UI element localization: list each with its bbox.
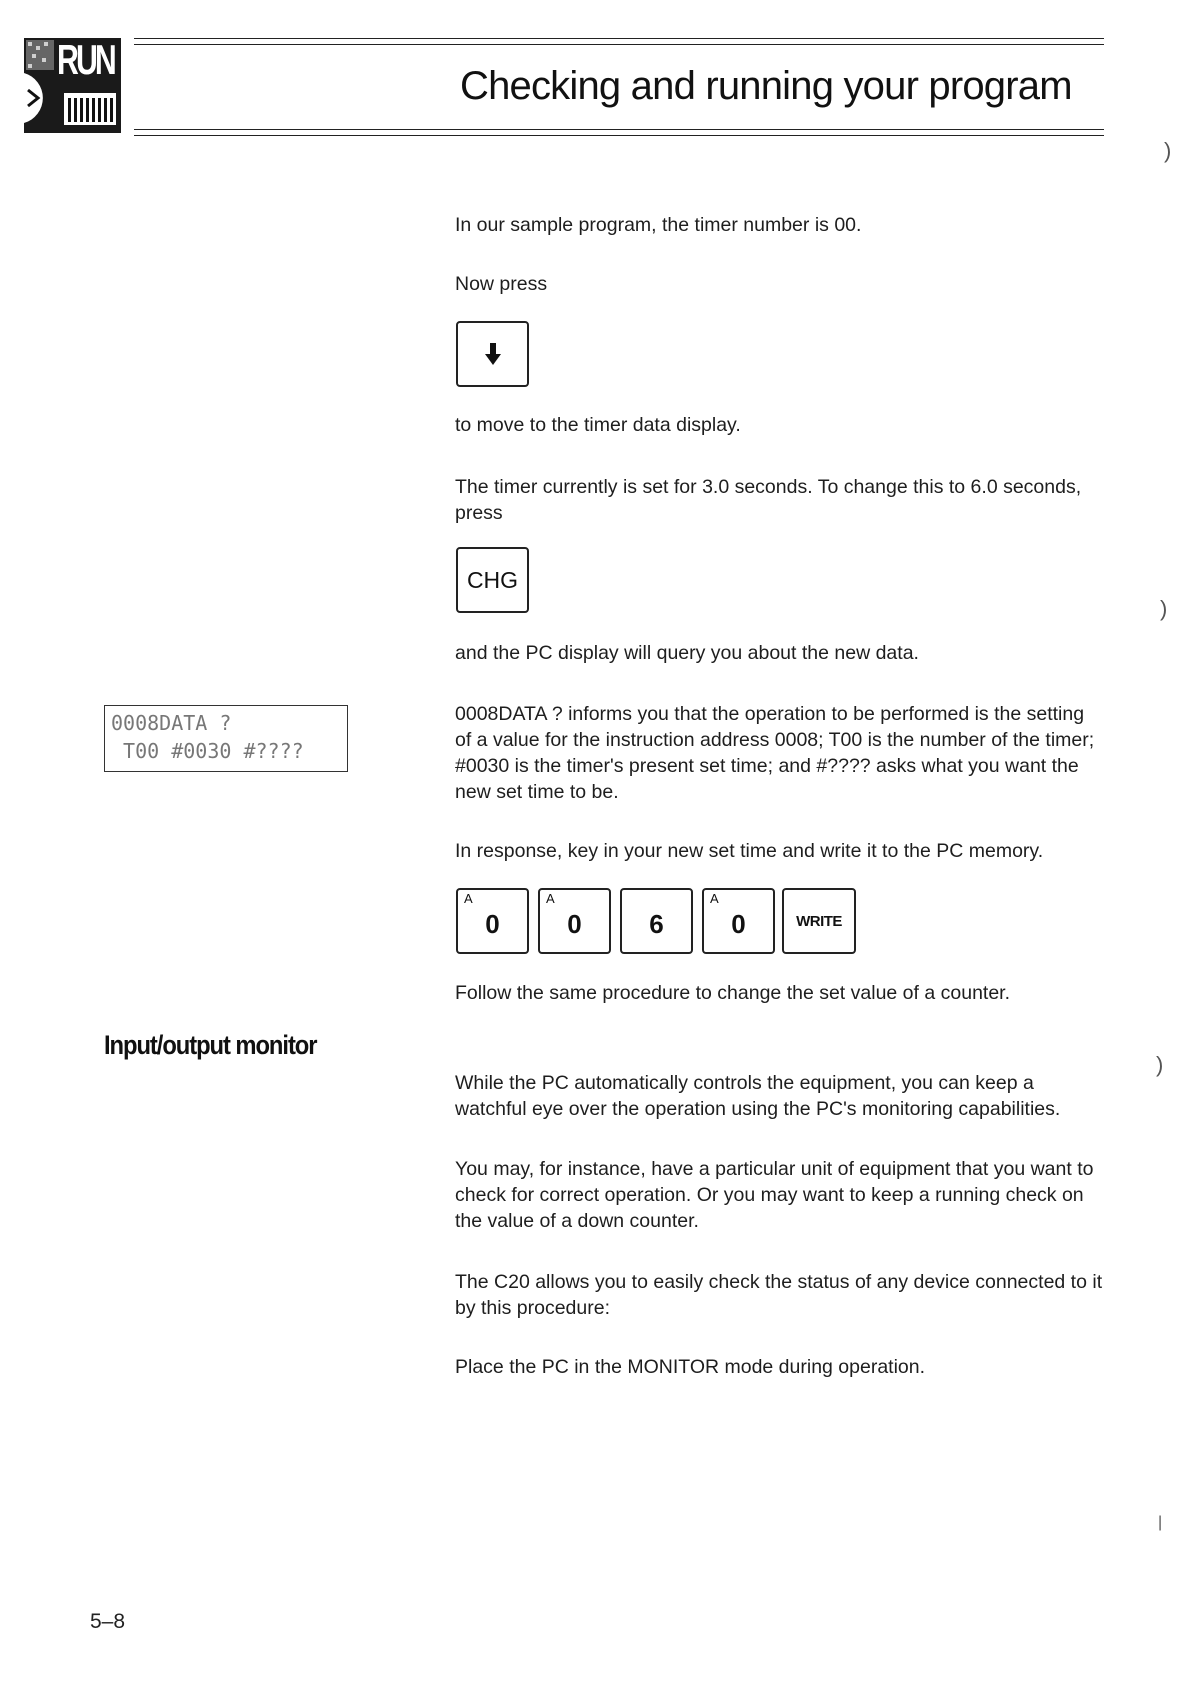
- margin-mark: ): [1160, 596, 1168, 621]
- key-6[interactable]: [620, 888, 693, 954]
- key-sup-label: A: [546, 891, 555, 906]
- logo-text: RUN: [57, 36, 114, 83]
- key-label: 6: [649, 908, 664, 939]
- paragraph-c20-status: The C20 allows you to easily check the status of any device connected to it by this procedure:: [455, 1271, 1103, 1319]
- chg-key[interactable]: [456, 547, 529, 613]
- key-sup-label: A: [464, 891, 473, 906]
- down-arrow-icon: [484, 341, 502, 367]
- margin-mark: |: [1158, 1514, 1163, 1531]
- pc-display-line-1: 0008DATA ?: [111, 711, 232, 735]
- header-rule-bottom-inner: [134, 135, 1104, 136]
- pc-display-line-2: T00 #0030 #????: [111, 739, 304, 763]
- header-rule-bottom: [134, 129, 1104, 130]
- paragraph-counter-procedure: Follow the same procedure to change the set value of a counter.: [455, 982, 1011, 1004]
- write-key-label: WRITE: [796, 912, 842, 930]
- key-label: 0: [485, 908, 500, 939]
- paragraph-move-to-timer: to move to the timer data display.: [455, 414, 741, 436]
- write-key[interactable]: [782, 888, 856, 954]
- key-0-c[interactable]: [702, 888, 775, 954]
- header-rule-top: [134, 38, 1104, 39]
- paragraph-key-in-response: In response, key in your new set time and write it to the PC memory.: [455, 840, 1044, 862]
- key-0-a[interactable]: [456, 888, 529, 954]
- page-number: 5–8: [90, 1610, 126, 1633]
- paragraph-check-operation: You may, for instance, have a particular unit of equipment that you want to check for correct operation. Or you may want to keep a running check on the value of a down counter.: [455, 1158, 1094, 1232]
- paragraph-monitor-mode: Place the PC in the MONITOR mode during operation.: [455, 1356, 926, 1378]
- key-label: 0: [567, 908, 582, 939]
- pc-display: [104, 705, 348, 772]
- key-label: 0: [731, 908, 746, 939]
- down-arrow-key[interactable]: [456, 321, 529, 387]
- chg-key-label: CHG: [466, 566, 519, 593]
- paragraph-timer-number: In our sample program, the timer number is 00.: [455, 214, 862, 236]
- key-sup-label: A: [710, 891, 719, 906]
- paragraph-now-press: Now press: [455, 273, 548, 295]
- paragraph-data-explained: 0008DATA ? informs you that the operation to be performed is the setting of a value for the instruction address 0008; T00 is the number of the timer; #0030 is the timer's present set time; and #???? asks what you want the new set time to be.: [455, 703, 1095, 803]
- margin-mark: ): [1156, 1052, 1164, 1077]
- paragraph-timer-set: The timer currently is set for 3.0 seconds. To change this to 6.0 seconds, press: [455, 476, 1082, 524]
- page-title: Checking and running your program: [460, 64, 1072, 108]
- paragraph-monitoring: While the PC automatically controls the equipment, you can keep a watchful eye over the operation using the PC's monitoring capabilities.: [455, 1072, 1061, 1120]
- run-mode-logo: [24, 38, 121, 133]
- margin-mark: ): [1164, 138, 1172, 163]
- key-0-b[interactable]: [538, 888, 611, 954]
- header-rule-top-inner: [134, 44, 1104, 45]
- section-heading-io-monitor: Input/output monitor: [104, 1030, 317, 1060]
- paragraph-display-query: and the PC display will query you about the new data.: [455, 642, 919, 664]
